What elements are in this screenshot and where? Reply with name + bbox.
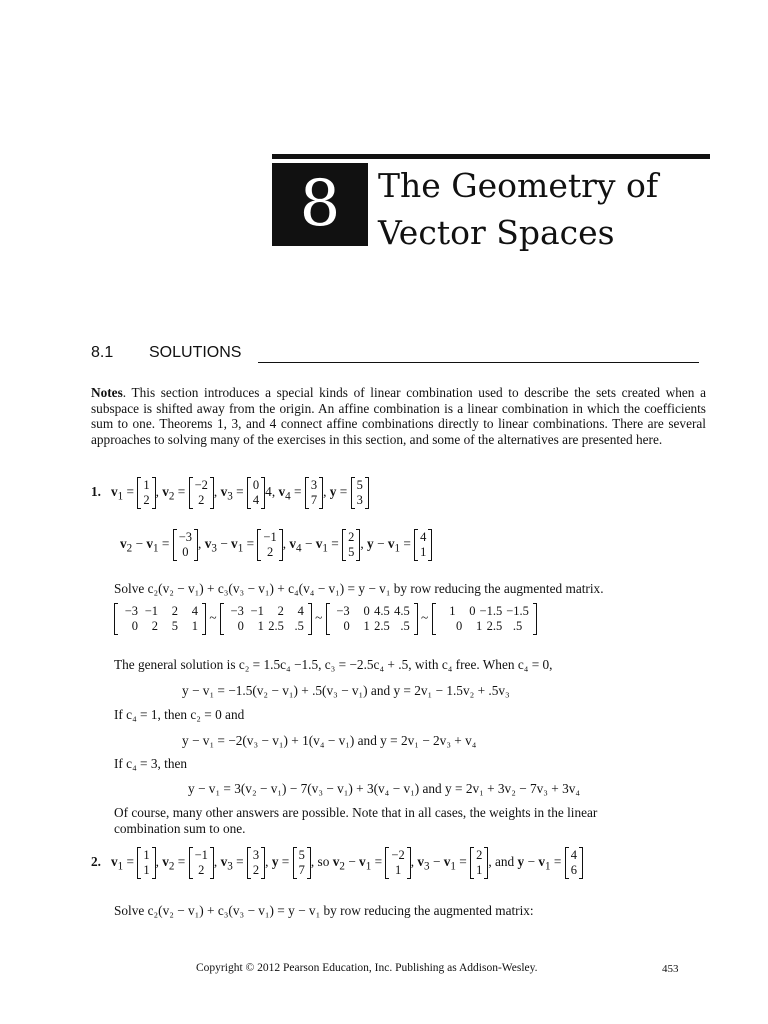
matrix-row (438, 619, 531, 634)
vector-entry: 0 (182, 545, 189, 559)
vector-entry: 7 (310, 493, 318, 507)
notes-paragraph (91, 385, 706, 447)
ex1-v1 (137, 477, 155, 509)
ex2-v1 (137, 847, 155, 879)
matrix-row (438, 604, 531, 619)
ex1-v2 (189, 477, 214, 509)
matrix-row (226, 604, 306, 619)
matrix-row (332, 604, 412, 619)
matrix-entry: −3 (230, 604, 244, 618)
vector-entry: 3 (356, 493, 363, 507)
ex1-y (351, 477, 369, 509)
matrix-entry: −3 (336, 604, 350, 618)
matrix-entry: −1 (144, 604, 158, 618)
matrix-entry: 1 (257, 619, 264, 633)
ex1-equation-1: y − v₁ = −1.5(v₂ − v₁) + .5(v₃ − v₁) and y = 2v₁ − 1.5v₂ + .5v₃ (182, 683, 510, 698)
vector-entry: 2 (266, 545, 274, 559)
ex1-row-reduction: −3 −1 2 4 0 2 5 1 ~ −3 −1 2 4 0 1 2.5 .5 ~ −3 0 4.5 4.5 0 1 2.5 .5 ~ 1 0 −1.5 −1.5 0 1 2.5 .5 (114, 603, 537, 635)
matrix-entry: 1 (475, 619, 483, 633)
matrix-entry: 2 (277, 604, 284, 618)
ex1-if-c4-1: If c₄ = 1, then c₂ = 0 and (114, 707, 245, 722)
ex1-conclusion: Of course, many other answers are possible. Note that in all cases, the weights in the linear combination sum to one. (114, 805, 598, 836)
section-title: SOLUTIONS (149, 344, 242, 361)
matrix-entry: 0 (237, 619, 244, 633)
ex1-d31 (257, 529, 282, 561)
notes-label: Notes (91, 385, 123, 400)
vector-entry: −1 (194, 848, 208, 862)
matrix-entry: −1 (250, 604, 264, 618)
vector-entry: 4 (252, 493, 260, 507)
matrix-entry: −1.5 (506, 604, 529, 618)
ex2-v3 (247, 847, 265, 879)
ex1-v4-extra: 4, (265, 484, 276, 500)
ex2-y (293, 847, 311, 879)
page-number: 453 (662, 963, 679, 975)
vector-entry: 2 (198, 493, 205, 507)
matrix-entry: −3 (124, 604, 138, 618)
matrix-entry: 0 (343, 619, 350, 633)
matrix-entry: 5 (171, 619, 178, 633)
ex2-number: 2. (91, 854, 101, 870)
chapter-title-line1: The Geometry of (378, 166, 659, 205)
ex1-matrix-4 (432, 603, 537, 635)
matrix-row (226, 619, 306, 634)
notes-text: . This section introduces a special kinds of linear combination used to describe the sets created when a subspace is shifted away from the origin. An affine combination is a linear combination in which the coefficients sum to one. Theorems 1, 3, and 4 connect affine combinations directly to linear combinations. There are several approaches to solving many of the exercises in this section, and some of the alternatives are presented here. (91, 385, 706, 447)
vector-entry: 1 (394, 863, 402, 877)
section-number: 8.1 (91, 344, 114, 361)
ex2-solve-text: Solve c₂(v₂ − v₁) + c₃(v₃ − v₁) = y − v₁ by row reducing the augmented matrix: (114, 903, 534, 918)
vector-entry: 3 (252, 848, 260, 862)
section-rule (258, 362, 699, 363)
vector-entry: 5 (356, 478, 363, 492)
vector-entry: 4 (420, 530, 427, 544)
vector-entry: 1 (420, 545, 427, 559)
matrix-entry: 1 (449, 604, 456, 618)
ex1-equation-2: y − v₁ = −2(v₃ − v₁) + 1(v₄ − v₁) and y = 2v₁ − 2v₃ + v₄ (182, 733, 477, 748)
matrix-entry: 4 (297, 604, 304, 618)
vector-entry: 2 (252, 863, 260, 877)
matrix-entry: 2 (151, 619, 158, 633)
ex1-differences: $v_2 - v_1$ = −3 0 , $v_3 - v_1$ = −1 2 , $v_4 - v_1$ = 2 5 , $y - v_1$ = 4 1 (120, 529, 432, 561)
vector-entry: 3 (310, 478, 318, 492)
vector-entry: 6 (570, 863, 577, 877)
matrix-entry: −1.5 (479, 604, 503, 618)
ex1-matrix-2 (220, 603, 312, 635)
matrix-entry: 2.5 (374, 619, 390, 633)
ex1-if-c4-3: If c₄ = 3, then (114, 756, 188, 771)
vector-entry: −2 (194, 478, 208, 492)
vector-entry: 0 (252, 478, 260, 492)
ex2-v2 (189, 847, 214, 879)
ex1-vectors: 1. $v_1$ = 1 2 , $v_2$ = −2 2 , $v_3$ = 0 4 4, $v_4$ = 3 7 , y = 5 3 (91, 477, 369, 509)
vector-entry: −1 (263, 530, 277, 544)
ex1-v4 (305, 477, 323, 509)
vector-entry: 5 (298, 848, 305, 862)
matrix-entry: .5 (512, 619, 523, 633)
ex2-vectors: 2. $v_1$ = 1 1 , $v_2$ = −1 2 , $v_3$ = 3 2 , y = 5 7 , so $v_2 - v_1$ = −2 1 , $v_3 - v_1$ = 2 1 , and $y - v_1$ = 4 6 (91, 847, 583, 879)
ex1-general-solution: The general solution is c₂ = 1.5c₄ −1.5, c₃ = −2.5c₄ + .5, with c₄ free. When c₄ = 0, (114, 657, 553, 672)
matrix-entry: 4.5 (374, 604, 390, 618)
vector-entry: 1 (476, 863, 483, 877)
matrix-row (332, 619, 412, 634)
matrix-entry: .5 (294, 619, 304, 633)
vector-entry: 1 (143, 478, 150, 492)
matrix-entry: 2 (171, 604, 178, 618)
ex1-solve-text: Solve c₂(v₂ − v₁) + c₃(v₃ − v₁) + c₄(v₄ − v₁) = y − v₁ by row reducing the augmented matrix. (114, 581, 604, 596)
chapter-title-line2: Vector Spaces (378, 213, 615, 252)
vector-entry: 4 (570, 848, 577, 862)
ex2-d21 (385, 847, 410, 879)
vector-entry: −2 (391, 848, 405, 862)
matrix-entry: 4.5 (394, 604, 410, 618)
ex2-dy1 (565, 847, 583, 879)
ex1-v3 (247, 477, 265, 509)
vector-entry: −3 (178, 530, 193, 544)
ex1-equation-3: y − v₁ = 3(v₂ − v₁) − 7(v₃ − v₁) + 3(v₄ − v₁) and y = 2v₁ + 3v₂ − 7v₃ + 3v₄ (188, 781, 580, 796)
ex1-matrix-1 (114, 603, 206, 635)
ex1-d41 (342, 529, 360, 561)
matrix-entry: 4 (191, 604, 198, 618)
ex2-d31 (470, 847, 488, 879)
vector-entry: 2 (198, 863, 205, 877)
ex1-matrix-3 (326, 603, 418, 635)
vector-entry: 2 (476, 848, 483, 862)
matrix-entry: 0 (131, 619, 138, 633)
footer-copyright: Copyright © 2012 Pearson Education, Inc. Publishing as Addison-Wesley. (196, 962, 538, 974)
ex1-dy1 (414, 529, 432, 561)
vector-entry: 1 (143, 863, 150, 877)
matrix-entry: 1 (191, 619, 198, 633)
ex1-number: 1. (91, 484, 101, 500)
vector-entry: 5 (348, 545, 355, 559)
vector-entry: 2 (348, 530, 355, 544)
matrix-entry: 2.5 (486, 619, 503, 633)
matrix-entry: 1 (363, 619, 370, 633)
vector-entry: 1 (143, 848, 150, 862)
chapter-title (378, 162, 658, 256)
matrix-entry: 0 (363, 604, 370, 618)
ex1-d21 (173, 529, 198, 561)
matrix-entry: .5 (400, 619, 410, 633)
matrix-entry: 0 (469, 604, 476, 618)
matrix-entry: 0 (455, 619, 463, 633)
matrix-row (120, 619, 200, 634)
vector-entry: 2 (143, 493, 150, 507)
chapter-rule (272, 154, 710, 159)
matrix-entry: 2.5 (268, 619, 284, 633)
vector-entry: 7 (298, 863, 305, 877)
chapter-number: 8 (272, 163, 368, 246)
matrix-row (120, 604, 200, 619)
